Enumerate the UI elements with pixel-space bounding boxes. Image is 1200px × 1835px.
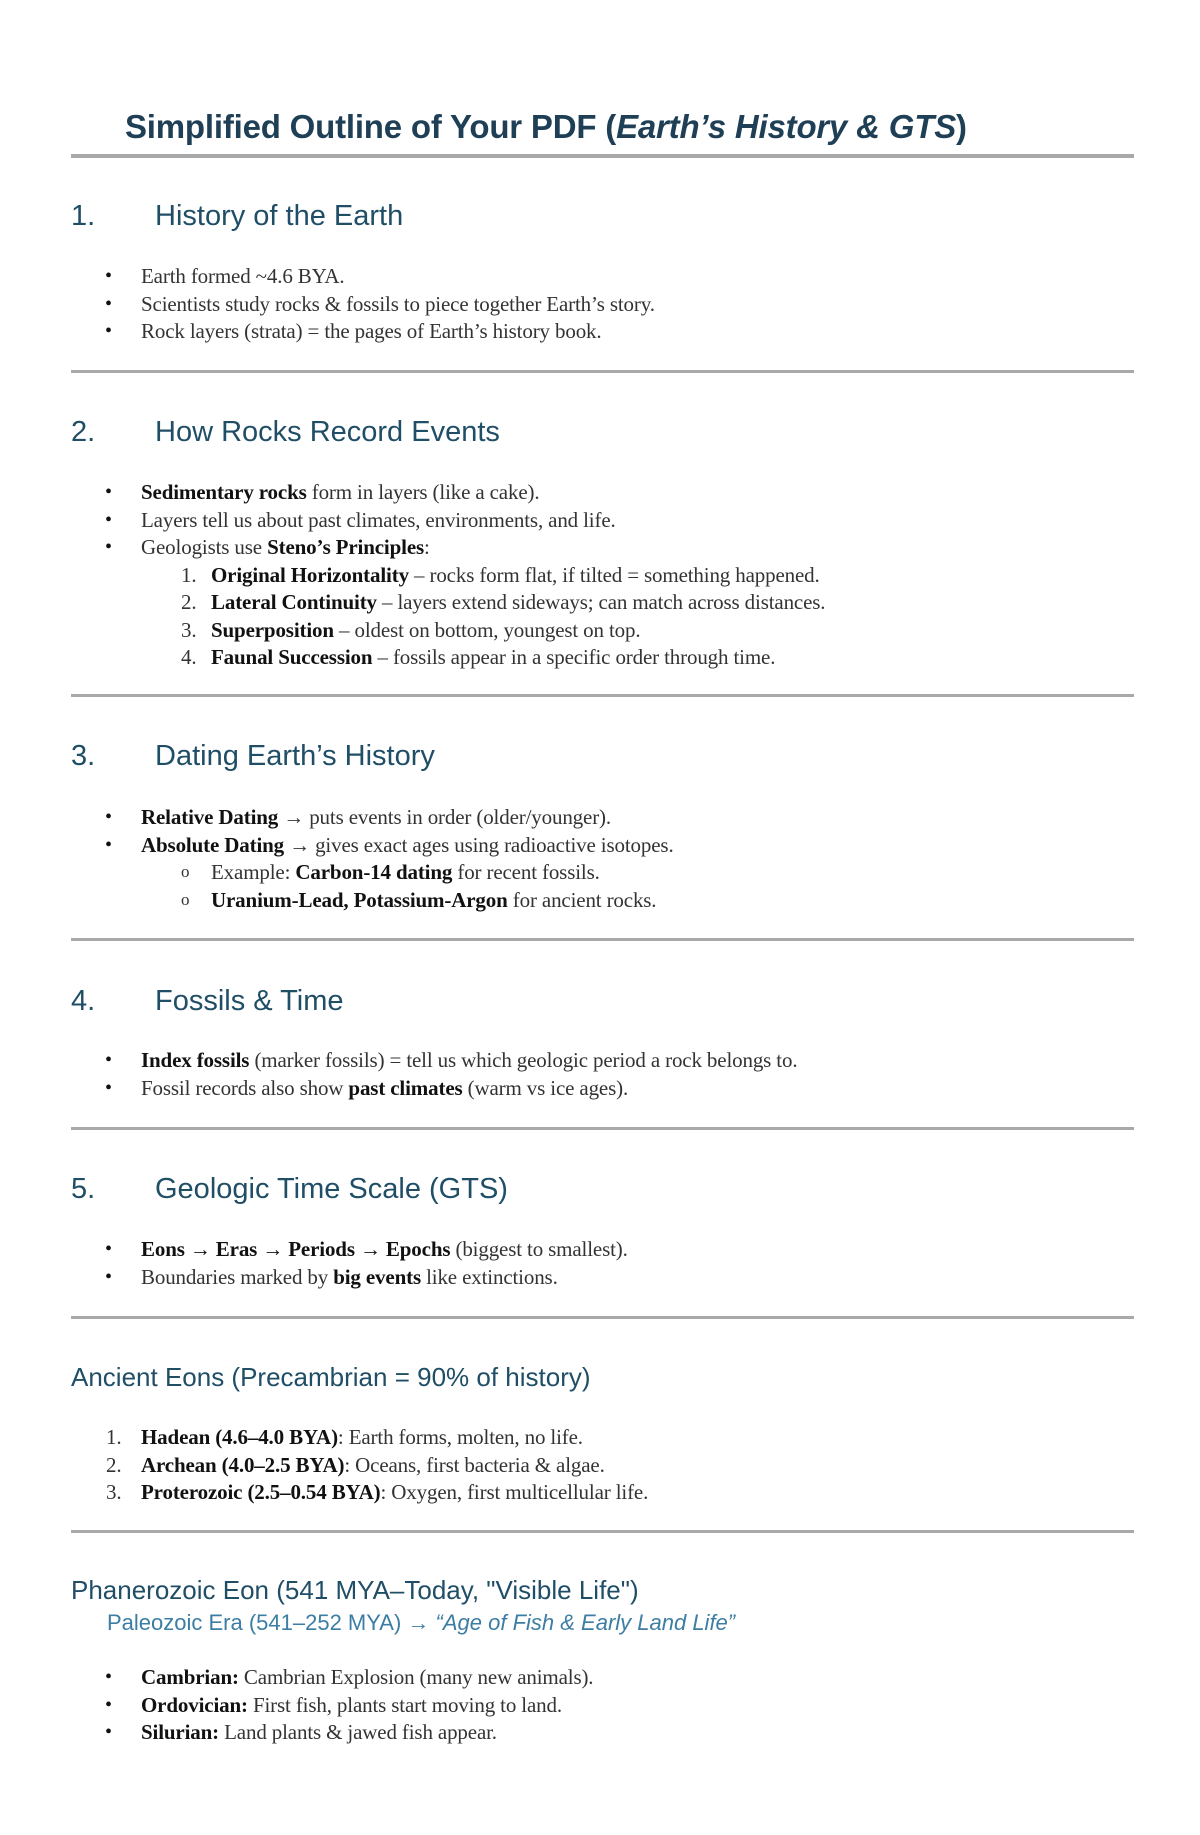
ancient-eons-heading: Ancient Eons (Precambrian = 90% of history) <box>71 1362 591 1392</box>
list-item: • Fossil records also show past climates (warm vs ice ages). <box>71 1075 797 1103</box>
section-2-heading: 2. How Rocks Record Events <box>71 416 500 448</box>
list-item: • Sedimentary rocks form in layers (like a cake). <box>71 479 825 507</box>
section-1-heading: 1. History of the Earth <box>71 200 404 232</box>
list-item: • Index fossils (marker fossils) = tell us which geologic period a rock belongs to. <box>71 1047 797 1075</box>
steno-principles-list <box>141 562 825 672</box>
list-item: • Layers tell us about past climates, environments, and life. <box>71 507 825 535</box>
list-item: • Absolute Dating → gives exact ages using radioactive isotopes. o Example: Carbon-14 dating for recent fossils. o Uranium-Lead, Potassium-Argon for ancient rocks. <box>71 832 674 915</box>
list-item: o Example: Carbon-14 dating for recent fossils. <box>141 859 674 887</box>
section-3-list <box>71 804 674 914</box>
list-item: 3. Superposition – oldest on bottom, youngest on top. <box>181 617 641 642</box>
list-item: 4. Faunal Succession – fossils appear in a specific order through time. <box>181 645 776 669</box>
section-divider <box>71 370 1134 373</box>
list-item: • Ordovician: First fish, plants start moving to land. <box>71 1692 593 1720</box>
list-item: 3. Proterozoic (2.5–0.54 BYA): Oxygen, first multicellular life. <box>106 1480 649 1504</box>
section-divider <box>71 1316 1134 1319</box>
list-item: • Scientists study rocks & fossils to piece together Earth’s story. <box>71 291 655 319</box>
list-item: • Rock layers (strata) = the pages of Earth’s history book. <box>71 318 655 346</box>
list-item: 1. Original Horizontality – rocks form flat, if tilted = something happened. <box>181 562 820 587</box>
paleozoic-periods-list <box>71 1664 593 1747</box>
list-item: 2. Lateral Continuity – layers extend sideways; can match across distances. <box>181 590 826 614</box>
section-divider <box>71 938 1134 941</box>
section-divider <box>71 1127 1134 1130</box>
ancient-eons-list <box>71 1424 648 1507</box>
section-4-list <box>71 1047 797 1102</box>
list-item: o Uranium-Lead, Potassium-Argon for ancient rocks. <box>141 887 674 915</box>
list-item: • Eons → Eras → Periods → Epochs (biggest to smallest). <box>71 1236 628 1264</box>
section-1-list <box>71 263 655 346</box>
list-item: • Boundaries marked by big events like extinctions. <box>71 1264 628 1292</box>
list-item: • Relative Dating → puts events in order (older/younger). <box>71 804 674 832</box>
list-item: • Earth formed ~4.6 BYA. <box>71 263 655 291</box>
list-item: 1. Hadean (4.6–4.0 BYA): Earth forms, molten, no life. <box>106 1425 583 1449</box>
page-title: Simplified Outline of Your PDF (Earth’s History & GTS) <box>125 108 967 145</box>
section-2-list <box>71 479 825 672</box>
list-item: • Geologists use Steno’s Principles: 1. Original Horizontality – rocks form flat, if tilted = something happened. 2. Lateral Continuity – layers extend sideways; can match across distances. 3. Superposition – oldest on bottom, youngest on top. 4. Faunal Succession – fossils appear in a specific order through time. <box>71 534 825 672</box>
section-5-list <box>71 1236 628 1291</box>
phanerozoic-heading: Phanerozoic Eon (541 MYA–Today, "Visible Life") <box>71 1575 639 1605</box>
title-divider <box>71 154 1134 158</box>
section-3-heading: 3. Dating Earth’s History <box>71 740 435 772</box>
section-divider <box>71 1530 1134 1533</box>
section-divider <box>71 694 1134 697</box>
list-item: • Silurian: Land plants & jawed fish appear. <box>71 1719 593 1747</box>
list-item: 2. Archean (4.0–2.5 BYA): Oceans, first bacteria & algae. <box>106 1452 605 1477</box>
paleozoic-subheading: Paleozoic Era (541–252 MYA) → “Age of Fish & Early Land Life” <box>107 1610 736 1635</box>
section-5-heading: 5. Geologic Time Scale (GTS) <box>71 1173 508 1205</box>
list-item: • Cambrian: Cambrian Explosion (many new animals). <box>71 1664 593 1692</box>
section-4-heading: 4. Fossils & Time <box>71 985 344 1017</box>
dating-examples-list <box>141 859 674 914</box>
